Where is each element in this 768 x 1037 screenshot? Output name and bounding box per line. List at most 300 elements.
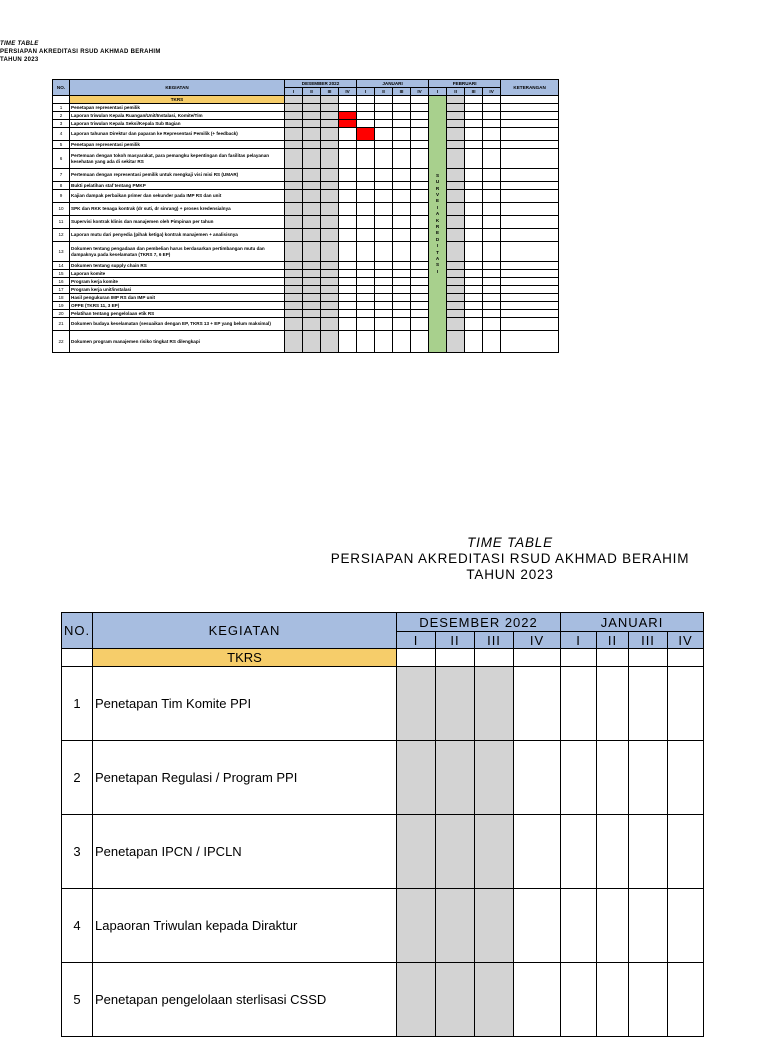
week-cell: [393, 203, 411, 216]
table-row: [53, 141, 559, 149]
week-cell: [339, 318, 357, 331]
week-cell: [321, 310, 339, 318]
week-cell: [375, 149, 393, 169]
row-number: 13: [53, 242, 70, 262]
week-cell: [475, 741, 514, 815]
keterangan-cell: [501, 242, 559, 262]
small-col-no: NO.: [53, 80, 70, 96]
week-header: I: [285, 88, 303, 96]
activity-text: Penetapan Tim Komite PPI: [93, 667, 397, 741]
week-cell: [465, 310, 483, 318]
week-cell: [285, 302, 303, 310]
week-cell: [285, 278, 303, 286]
week-cell: [465, 294, 483, 302]
week-cell: [303, 278, 321, 286]
week-cell: [375, 141, 393, 149]
week-cell: [285, 331, 303, 353]
week-cell: [483, 318, 501, 331]
week-cell: [465, 141, 483, 149]
week-cell: [447, 278, 465, 286]
week-cell: [303, 190, 321, 203]
week-cell: [303, 96, 321, 104]
section-label: TKRS: [70, 96, 285, 104]
week-cell: [483, 216, 501, 229]
week-cell: [393, 182, 411, 190]
week-cell: [393, 242, 411, 262]
activity-text: Program kerja unit/instalasi: [70, 286, 285, 294]
week-cell: [339, 112, 357, 120]
keterangan-cell: [501, 104, 559, 112]
week-cell: [375, 104, 393, 112]
week-cell: [321, 120, 339, 128]
week-cell: [375, 190, 393, 203]
week-cell: [465, 169, 483, 182]
week-cell: [668, 815, 704, 889]
week-cell: [447, 286, 465, 294]
week-cell: [303, 294, 321, 302]
week-cell: [397, 815, 436, 889]
week-cell: [668, 889, 704, 963]
week-cell: [393, 302, 411, 310]
week-cell: [357, 302, 375, 310]
keterangan-cell: [501, 96, 559, 104]
week-cell: [375, 310, 393, 318]
week-cell: [483, 96, 501, 104]
week-cell: [339, 294, 357, 302]
week-cell: [561, 667, 597, 741]
week-header: II: [597, 632, 629, 649]
week-cell: [357, 149, 375, 169]
week-cell: [339, 149, 357, 169]
activity-text: Laporan mutu dari penyedia (pihak ketiga) kontrak manajemen + analisisnya: [70, 229, 285, 242]
table-row: [53, 286, 559, 294]
week-cell: [321, 270, 339, 278]
week-header: IV: [411, 88, 429, 96]
week-cell: [465, 278, 483, 286]
week-cell: [285, 310, 303, 318]
survey-text: SURVEI AKREDITASI: [435, 172, 440, 274]
week-header: III: [475, 632, 514, 649]
week-cell: [411, 96, 429, 104]
keterangan-cell: [501, 182, 559, 190]
week-cell: [339, 141, 357, 149]
week-cell: [629, 889, 668, 963]
week-cell: [375, 120, 393, 128]
week-cell: [285, 141, 303, 149]
large-year: TAHUN 2023: [466, 567, 554, 582]
activity-text: Penetapan IPCN / IPCLN: [93, 815, 397, 889]
week-cell: [321, 182, 339, 190]
week-cell: [393, 294, 411, 302]
week-cell: [668, 963, 704, 1037]
week-cell: [303, 310, 321, 318]
week-header: II: [436, 632, 475, 649]
week-cell: [357, 96, 375, 104]
activity-text: OPPE (TKRS 11, 3 EP): [70, 302, 285, 310]
activity-text: Program kerja komite: [70, 278, 285, 286]
week-cell: [285, 182, 303, 190]
week-cell: [465, 286, 483, 294]
week-cell: [303, 112, 321, 120]
week-cell: [285, 242, 303, 262]
activity-text: Laporan triwulan Kepala Ruangan/Unit/Instalasi, Komite/Tim: [70, 112, 285, 120]
week-cell: [447, 302, 465, 310]
week-cell: [285, 203, 303, 216]
week-cell: [393, 229, 411, 242]
week-cell: [483, 149, 501, 169]
week-cell: [475, 963, 514, 1037]
activity-text: SPK dan RKK tenaga kontrak (dr suti, dr sinrang) + proses kredensialnya: [70, 203, 285, 216]
week-cell: [357, 310, 375, 318]
keterangan-cell: [501, 331, 559, 353]
row-number: 20: [53, 310, 70, 318]
week-cell: [475, 889, 514, 963]
small-col-keterangan: KETERANGAN: [501, 80, 559, 96]
week-cell: [597, 815, 629, 889]
week-cell: [339, 120, 357, 128]
week-cell: [357, 262, 375, 270]
week-cell: [375, 294, 393, 302]
week-cell: [285, 128, 303, 141]
week-cell: [357, 112, 375, 120]
week-cell: [285, 286, 303, 294]
row-number: 21: [53, 318, 70, 331]
week-cell: [483, 141, 501, 149]
week-cell: [303, 262, 321, 270]
week-cell: [483, 182, 501, 190]
row-number: 15: [53, 270, 70, 278]
week-cell: [357, 104, 375, 112]
week-cell: [285, 112, 303, 120]
week-cell: [285, 294, 303, 302]
week-cell: [411, 141, 429, 149]
week-cell: [321, 128, 339, 141]
week-cell: [397, 741, 436, 815]
week-header: III: [629, 632, 668, 649]
week-cell: [339, 169, 357, 182]
large-col-kegiatan: KEGIATAN: [93, 613, 397, 649]
week-cell: [393, 120, 411, 128]
week-cell: [447, 169, 465, 182]
week-cell: [321, 242, 339, 262]
large-subtitle: PERSIAPAN AKREDITASI RSUD AKHMAD BERAHIM: [330, 551, 690, 566]
week-cell: [436, 963, 475, 1037]
week-cell: [375, 112, 393, 120]
week-cell: [483, 294, 501, 302]
activity-text: Penetapan representasi pemilik: [70, 104, 285, 112]
row-number: 10: [53, 203, 70, 216]
week-cell: [411, 294, 429, 302]
table-row: [62, 963, 704, 1037]
week-cell: [514, 963, 561, 1037]
week-cell: [393, 318, 411, 331]
week-cell: [483, 286, 501, 294]
week-cell: [375, 270, 393, 278]
week-cell: [483, 190, 501, 203]
week-cell: [393, 112, 411, 120]
week-cell: [357, 203, 375, 216]
week-cell: [475, 649, 514, 667]
week-cell: [339, 262, 357, 270]
week-cell: [436, 889, 475, 963]
keterangan-cell: [501, 262, 559, 270]
week-header: IV: [483, 88, 501, 96]
week-cell: [303, 331, 321, 353]
week-cell: [285, 120, 303, 128]
week-cell: [668, 667, 704, 741]
week-cell: [357, 216, 375, 229]
week-cell: [629, 815, 668, 889]
week-cell: [285, 149, 303, 169]
week-cell: [411, 262, 429, 270]
week-cell: [465, 120, 483, 128]
activity-text: Dokumen tentang pengadaan dan pembelian harus berdasarkan pertimbangan mutu dan dampaknya pada keselamatan (TKRS 7, 6 EP): [70, 242, 285, 262]
row-number: 9: [53, 190, 70, 203]
activity-text: Laporan tahunan Direktur dan paparan ke Representasi Pemilik (+ feedback): [70, 128, 285, 141]
week-cell: [465, 229, 483, 242]
week-cell: [411, 190, 429, 203]
week-cell: [411, 128, 429, 141]
week-cell: [597, 649, 629, 667]
table-row: [53, 104, 559, 112]
week-cell: [357, 318, 375, 331]
keterangan-cell: [501, 112, 559, 120]
week-cell: [303, 169, 321, 182]
keterangan-cell: [501, 190, 559, 203]
week-cell: [629, 667, 668, 741]
week-cell: [447, 182, 465, 190]
week-cell: [561, 815, 597, 889]
week-cell: [321, 112, 339, 120]
week-cell: [357, 294, 375, 302]
large-month: JANUARI: [561, 613, 704, 632]
table-row: [62, 889, 704, 963]
week-cell: [303, 229, 321, 242]
week-cell: [357, 141, 375, 149]
keterangan-cell: [501, 302, 559, 310]
week-cell: [285, 270, 303, 278]
week-cell: [411, 242, 429, 262]
week-cell: [393, 310, 411, 318]
week-header: I: [429, 88, 447, 96]
week-cell: [339, 216, 357, 229]
small-title: TIME TABLE: [0, 41, 39, 47]
row-number: 7: [53, 169, 70, 182]
row-number: 4: [53, 128, 70, 141]
week-cell: [483, 278, 501, 286]
row-number: 19: [53, 302, 70, 310]
week-cell: [375, 229, 393, 242]
row-number: 5: [62, 963, 93, 1037]
week-cell: [447, 104, 465, 112]
row-number: 17: [53, 286, 70, 294]
week-cell: [514, 741, 561, 815]
week-cell: [411, 318, 429, 331]
week-cell: [447, 270, 465, 278]
table-row: [53, 149, 559, 169]
activity-text: Penetapan Regulasi / Program PPI: [93, 741, 397, 815]
week-cell: [411, 169, 429, 182]
section-row: [53, 96, 559, 104]
week-cell: [321, 302, 339, 310]
week-cell: [465, 128, 483, 141]
week-cell: [285, 190, 303, 203]
activity-text: Hasil pengukuran IMP RS dan IMP unit: [70, 294, 285, 302]
row-number: 2: [53, 112, 70, 120]
week-cell: [375, 169, 393, 182]
week-cell: [339, 302, 357, 310]
week-cell: [668, 649, 704, 667]
week-cell: [597, 741, 629, 815]
week-cell: [339, 229, 357, 242]
week-cell: [465, 149, 483, 169]
week-cell: [285, 262, 303, 270]
row-number: 16: [53, 278, 70, 286]
week-cell: [411, 310, 429, 318]
empty-cell: [53, 96, 70, 104]
keterangan-cell: [501, 120, 559, 128]
week-cell: [597, 667, 629, 741]
row-number: 3: [53, 120, 70, 128]
week-cell: [321, 216, 339, 229]
week-cell: [629, 963, 668, 1037]
week-cell: [483, 104, 501, 112]
week-cell: [321, 318, 339, 331]
week-cell: [465, 203, 483, 216]
week-cell: [357, 190, 375, 203]
week-cell: [465, 242, 483, 262]
week-cell: [393, 104, 411, 112]
keterangan-cell: [501, 294, 559, 302]
row-number: 1: [53, 104, 70, 112]
week-cell: [411, 112, 429, 120]
week-header: III: [321, 88, 339, 96]
large-title-block: [300, 535, 720, 583]
week-cell: [357, 270, 375, 278]
small-month: JANUARI: [357, 80, 429, 88]
week-cell: [397, 649, 436, 667]
keterangan-cell: [501, 216, 559, 229]
keterangan-cell: [501, 318, 559, 331]
week-cell: [357, 120, 375, 128]
row-number: 22: [53, 331, 70, 353]
week-cell: [393, 141, 411, 149]
week-cell: [561, 963, 597, 1037]
week-cell: [483, 128, 501, 141]
keterangan-cell: [501, 169, 559, 182]
large-title: TIME TABLE: [467, 535, 553, 550]
week-cell: [475, 667, 514, 741]
week-cell: [483, 242, 501, 262]
week-cell: [375, 96, 393, 104]
week-header: II: [303, 88, 321, 96]
week-cell: [411, 149, 429, 169]
small-month: DESEMBER 2022: [285, 80, 357, 88]
empty-cell: [62, 649, 93, 667]
week-cell: [465, 96, 483, 104]
row-number: 4: [62, 889, 93, 963]
small-subtitle: PERSIAPAN AKREDITASI RSUD AKHMAD BERAHIM: [0, 49, 161, 55]
week-cell: [447, 141, 465, 149]
table-row: [53, 120, 559, 128]
week-cell: [397, 667, 436, 741]
activity-text: Pertemuan dengan representasi pemilik untuk mengkaji visi misi RS (UMAR): [70, 169, 285, 182]
week-cell: [303, 203, 321, 216]
week-cell: [321, 190, 339, 203]
keterangan-cell: [501, 229, 559, 242]
week-cell: [483, 302, 501, 310]
activity-text: Lapaoran Triwulan kepada Diraktur: [93, 889, 397, 963]
week-cell: [411, 270, 429, 278]
activity-text: Penetapan representasi pemilik: [70, 141, 285, 149]
row-number: 14: [53, 262, 70, 270]
week-cell: [483, 310, 501, 318]
week-cell: [411, 286, 429, 294]
week-cell: [321, 96, 339, 104]
row-number: 2: [62, 741, 93, 815]
week-cell: [321, 286, 339, 294]
week-cell: [339, 128, 357, 141]
week-cell: [375, 242, 393, 262]
table-row: [62, 741, 704, 815]
week-cell: [375, 216, 393, 229]
keterangan-cell: [501, 286, 559, 294]
survey-bar: [429, 96, 447, 353]
table-row: [53, 262, 559, 270]
week-cell: [447, 294, 465, 302]
week-cell: [411, 302, 429, 310]
week-cell: [597, 963, 629, 1037]
week-cell: [339, 331, 357, 353]
week-cell: [483, 120, 501, 128]
week-cell: [303, 216, 321, 229]
week-header: II: [375, 88, 393, 96]
week-cell: [483, 229, 501, 242]
week-cell: [465, 262, 483, 270]
activity-text: Pertemuan dengan tokoh masyarakat, para pemangku kepentingan dan fasilitas pelayanan kesehatan yang ada di sekitar RS: [70, 149, 285, 169]
week-cell: [465, 190, 483, 203]
week-header: I: [397, 632, 436, 649]
week-cell: [393, 96, 411, 104]
week-cell: [303, 242, 321, 262]
table-row: [53, 203, 559, 216]
week-cell: [375, 318, 393, 331]
row-number: 5: [53, 141, 70, 149]
week-cell: [629, 741, 668, 815]
activity-text: Bukti pelatihan staf tentang PMKP: [70, 182, 285, 190]
week-cell: [447, 112, 465, 120]
week-cell: [561, 889, 597, 963]
table-row: [53, 216, 559, 229]
week-cell: [303, 128, 321, 141]
week-cell: [447, 262, 465, 270]
week-cell: [321, 169, 339, 182]
table-row: [53, 270, 559, 278]
week-cell: [447, 318, 465, 331]
week-cell: [561, 741, 597, 815]
week-cell: [436, 741, 475, 815]
week-cell: [436, 649, 475, 667]
table-row: [62, 815, 704, 889]
week-cell: [483, 203, 501, 216]
week-cell: [357, 331, 375, 353]
week-cell: [447, 96, 465, 104]
week-cell: [465, 302, 483, 310]
week-cell: [357, 182, 375, 190]
week-cell: [447, 229, 465, 242]
week-cell: [393, 270, 411, 278]
week-cell: [357, 229, 375, 242]
